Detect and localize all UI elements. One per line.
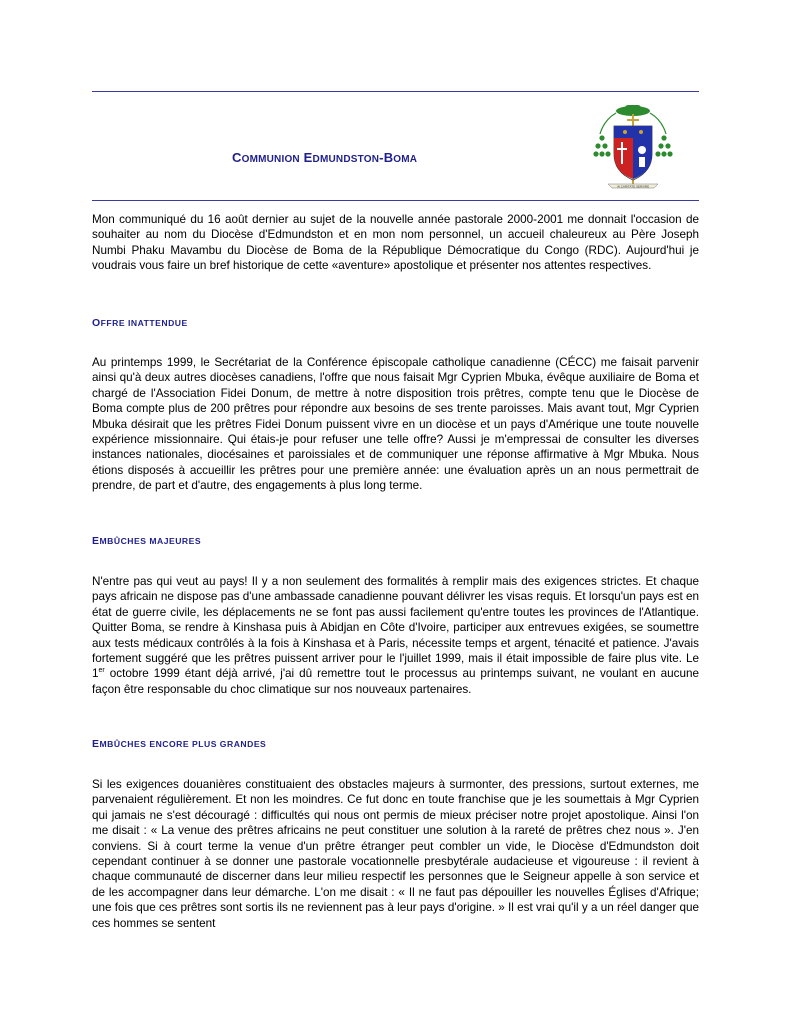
bottom-divider	[92, 200, 699, 201]
embuches-majeures-paragraph: N'entre pas qui veut au pays! Il y a non seulement des formalités à remplir mais des exigences strictes. Et chaque pays africain ne dispose pas d'une ambassade canadienne pouvant délivrer les visas requis. Et lorsqu'un pays est en état de guerre civile, les déplacements ne se font pas aussi facilement qu'entre toutes les provinces de l'Atlantique. Quitter Boma, se rendre à Kinshasa puis à Abidjan en Côte d'Ivoire, participer aux entrevues exigées, se soumettre aux tests médicaux contrôlés à la fois à Kinshasa et à Paris, nécessite temps et argent, ténacité et patience. J'avais fortement suggéré que les prêtres puissent arriver pour le l'juillet 1999, mais il était impossible de faire plus vite. Le 1er octobre 1999 étant déjà arrivé, j'ai dû remettre tout le processus au printemps suivant, ne voulant en aucune façon être responsable du choc climatique sur nos nouveaux partenaires.	[92, 575, 699, 696]
offre-paragraph: Au printemps 1999, le Secrétariat de la Conférence épiscopale catholique canadienne (CÉCC) me faisait parvenir ainsi qu'à deux autres diocèses canadiens, l'offre que nous faisait Mgr Cyprien Mbuka, évêque auxiliaire de Boma et chargé de l'Association Fidei Donum, de mettre à notre disposition trois prêtres, compte tenu que le Diocèse de Boma compte plus de 200 prêtres pour répondre aux besoins de ses trente paroisses. Mais avant tout, Mgr Cyprien Mbuka désirait que les prêtres Fidei Donum puissent vivre en un diocèse et un pays d'Amérique une toute nouvelle expérience missionnaire. Qui étais-je pour refuser une telle offre? Aussi je m'empressai de consulter les diverses instances nationales, diocésaines et paroissiales et de communiquer une réponse affirmative à Mgr Mbuka. Nous étions disposés à accueillir les prêtres pour une première année: une évaluation après un an nous permettrait de prendre, de part et d'autre, des engagements à plus long terme.	[92, 356, 699, 493]
svg-text:IN CARITATE SERVIRE: IN CARITATE SERVIRE	[616, 184, 650, 189]
embuches-plus-grandes-paragraph: Si les exigences douanières constituaient des obstacles majeurs à surmonter, des pressions, surtout externes, me parvenaient régulièrement. Et non les moindres. Ce fut donc en toute franchise que je les soumettais à Mgr Cyprien qui jamais ne s'est découragé : difficultés qui nous ont permis de mieux préciser notre projet apostolique. Ainsi l'on me disait : « La venue des prêtres africains ne peut constituer une solution à la rareté de prêtres chez nous ». J'en conviens. Si à court terme la venue d'un prêtre étranger peut combler un vide, le Diocèse d'Edmundston doit cependant continuer à se donner une pastorale vocationnelle presbytérale audacieuse et vigoureuse : il revient à chaque communauté de discerner dans leur milieu respectif les personnes que le Seigneur appelle à son service et de les accompagner dans leur démarche. L'on me disait : « Il ne faut pas dépouiller les nouvelles Églises d'Afrique; une fois que ces prêtres sont sortis ils ne reviennent pas à leur pays d'origine. » Il est vrai qu'il y a un réel danger que ces hommes se sentent	[92, 778, 699, 930]
section-heading-offre: OFFRE INATTENDUE	[92, 317, 188, 329]
intro-paragraph: Mon communiqué du 16 août dernier au sujet de la nouvelle année pastorale 2000-2001 me donnait l'occasion de souhaiter au nom du Diocèse d'Edmundston et en mon nom personnel, un accueil chaleureux au Père Joseph Numbi Phaku Mavambu du Diocèse de Boma de la République Démocratique du Congo (RDC). Aujourd'hui je voudrais vous faire un bref historique de cette «aventure» apostolique et présenter nos attentes respectives.	[92, 213, 699, 273]
page-title: COMMUNION EDMUNDSTON-BOMA	[232, 150, 418, 165]
section-heading-embuches-majeures: EMBÛCHES MAJEURES	[92, 535, 202, 547]
top-divider	[92, 91, 699, 92]
episcopal-coat-of-arms-icon	[592, 102, 674, 194]
section-heading-embuches-plus-grandes: EMBÛCHES ENCORE PLUS GRANDES	[92, 738, 267, 750]
